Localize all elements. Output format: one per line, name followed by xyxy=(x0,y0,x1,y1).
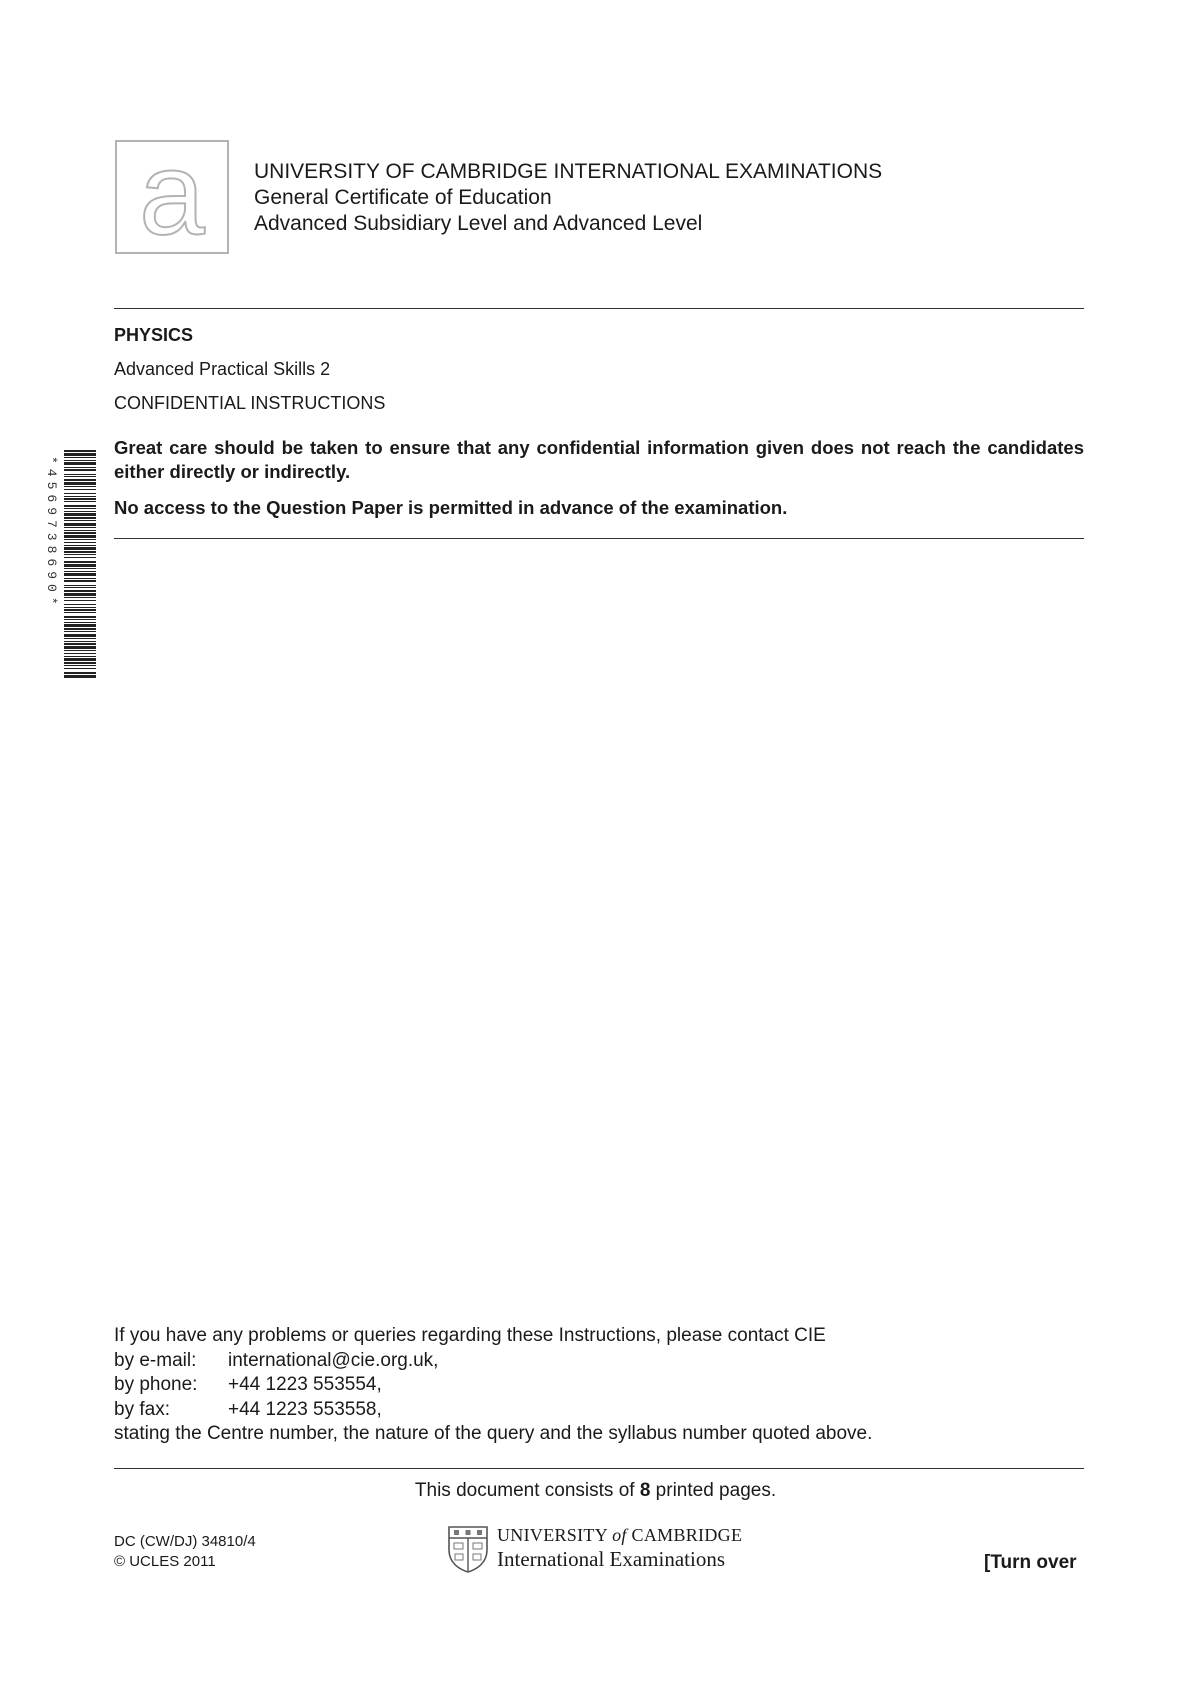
barcode-bar xyxy=(64,564,96,567)
barcode-icon xyxy=(42,448,98,680)
barcode-bar xyxy=(64,460,96,461)
brand-of: of xyxy=(612,1525,627,1545)
email-address[interactable]: international@cie.org.uk, xyxy=(228,1349,439,1371)
barcode-bar xyxy=(64,462,96,465)
barcode-bar xyxy=(64,561,96,563)
barcode-bar xyxy=(64,457,96,458)
barcode-bar xyxy=(64,597,96,598)
page-count-suffix: printed pages. xyxy=(650,1480,777,1501)
document-type: CONFIDENTIAL INSTRUCTIONS xyxy=(114,393,386,413)
barcode-bar xyxy=(64,638,96,639)
barcode-bar xyxy=(64,551,96,553)
contact-fax-row xyxy=(114,1398,872,1423)
barcode-bar xyxy=(64,453,96,456)
barcode-bar xyxy=(64,523,96,526)
barcode-bar xyxy=(64,554,96,555)
barcode-bar xyxy=(64,609,96,611)
barcode-bar xyxy=(64,604,96,605)
barcode-bar xyxy=(64,539,96,540)
barcode-bar xyxy=(64,508,96,509)
barcode-bar xyxy=(64,619,96,620)
barcode-bar xyxy=(64,634,96,637)
barcode-bar xyxy=(64,631,96,632)
barcode-bar xyxy=(64,641,96,642)
barcode-bar xyxy=(64,590,96,592)
barcode-bar xyxy=(64,520,96,521)
warning-divider xyxy=(114,538,1084,539)
brand-line-1 xyxy=(497,1525,742,1546)
barcode xyxy=(42,448,98,680)
barcode-bar xyxy=(64,469,96,471)
barcode-bar xyxy=(64,479,96,481)
cambridge-crest-icon xyxy=(446,1524,490,1574)
contact-phone-row xyxy=(114,1373,872,1398)
email-label: by e-mail: xyxy=(114,1349,197,1371)
qualification-name: General Certificate of Education xyxy=(254,186,552,209)
barcode-bar xyxy=(64,489,96,490)
barcode-bar xyxy=(64,585,96,586)
barcode-bar xyxy=(64,476,96,477)
barcode-bar xyxy=(64,545,96,546)
barcode-bar xyxy=(64,527,96,528)
barcode-bar xyxy=(64,658,96,661)
letter-a-logo-icon xyxy=(117,142,227,252)
barcode-bar xyxy=(64,616,96,618)
barcode-bar xyxy=(64,511,96,512)
barcode-bar xyxy=(64,532,96,534)
turn-over-label: [Turn over xyxy=(984,1552,1077,1573)
exam-board-logo xyxy=(115,140,229,254)
barcode-bar xyxy=(64,517,96,519)
barcode-bar xyxy=(64,624,96,627)
barcode-bar xyxy=(64,571,96,572)
barcode-bar xyxy=(64,474,96,475)
phone-label: by phone: xyxy=(114,1374,198,1395)
barcode-bar xyxy=(64,568,96,569)
barcode-bar xyxy=(64,665,96,666)
barcode-bar xyxy=(64,580,96,582)
contact-email-row xyxy=(114,1349,872,1374)
barcode-bar xyxy=(64,542,96,543)
fax-number: +44 1223 553558, xyxy=(228,1398,382,1420)
brand-line-2: International Examinations xyxy=(497,1547,726,1571)
phone-number: +44 1223 553554, xyxy=(228,1374,382,1395)
contact-intro: If you have any problems or queries regarding these Instructions, please contact CIE xyxy=(114,1325,826,1346)
access-warning: No access to the Question Paper is permitted in advance of the examination. xyxy=(114,497,788,518)
brand-cambridge: CAMBRIDGE xyxy=(626,1525,743,1545)
document-code-block xyxy=(114,1532,256,1572)
barcode-bar xyxy=(64,587,96,588)
page-count-note xyxy=(0,1480,1191,1502)
barcode-bar xyxy=(64,505,96,507)
barcode-bar xyxy=(64,493,96,494)
copyright: © UCLES 2011 xyxy=(114,1553,216,1570)
barcode-bar xyxy=(64,668,96,669)
barcode-bar xyxy=(64,675,96,678)
page-count-prefix: This document consists of xyxy=(414,1480,640,1501)
barcode-number: *4569738690* xyxy=(44,456,59,610)
barcode-bar xyxy=(64,496,96,497)
barcode-bar xyxy=(64,593,96,596)
barcode-bar xyxy=(64,646,96,649)
barcode-bar xyxy=(64,482,96,485)
barcode-bar xyxy=(64,662,96,664)
barcode-bar xyxy=(64,501,96,502)
barcode-bar xyxy=(64,450,96,452)
brand-university: UNIVERSITY xyxy=(497,1525,613,1545)
barcode-bar xyxy=(64,535,96,538)
footer-divider xyxy=(114,1468,1084,1469)
barcode-bar xyxy=(64,578,96,579)
barcode-bar xyxy=(64,486,96,487)
barcode-bar xyxy=(64,600,96,601)
barcode-bar xyxy=(64,513,96,516)
paper-title: Advanced Practical Skills 2 xyxy=(114,359,331,379)
confidentiality-warning: Great care should be taken to ensure that any confidential information given does not reach the candidates either directly or indirectly. xyxy=(114,437,1084,482)
barcode-bar xyxy=(64,622,96,623)
barcode-bar xyxy=(64,607,96,608)
barcode-bar xyxy=(64,530,96,531)
barcode-bar xyxy=(64,547,96,550)
board-name: UNIVERSITY OF CAMBRIDGE INTERNATIONAL EXAMINATIONS xyxy=(254,160,883,183)
barcode-bar xyxy=(64,650,96,651)
fax-label: by fax: xyxy=(114,1398,170,1420)
barcode-bar xyxy=(64,656,96,657)
barcode-bar xyxy=(64,467,96,468)
barcode-bar xyxy=(64,672,96,674)
barcode-bar xyxy=(64,612,96,613)
contact-block xyxy=(114,1324,872,1447)
logo-letter: a xyxy=(139,142,205,252)
barcode-bar xyxy=(64,653,96,654)
top-divider xyxy=(114,308,1084,309)
qualification-level: Advanced Subsidiary Level and Advanced Level xyxy=(254,212,703,235)
barcode-bar xyxy=(64,557,96,558)
page-count: 8 xyxy=(639,1480,651,1501)
document-code: DC (CW/DJ) 34810/4 xyxy=(114,1533,256,1550)
barcode-bar xyxy=(64,573,96,576)
contact-outro: stating the Centre number, the nature of the query and the syllabus number quoted above. xyxy=(114,1423,873,1444)
barcode-bar xyxy=(64,628,96,630)
subject-title: PHYSICS xyxy=(114,325,194,345)
barcode-bar xyxy=(64,498,96,500)
barcode-bar xyxy=(64,643,96,645)
